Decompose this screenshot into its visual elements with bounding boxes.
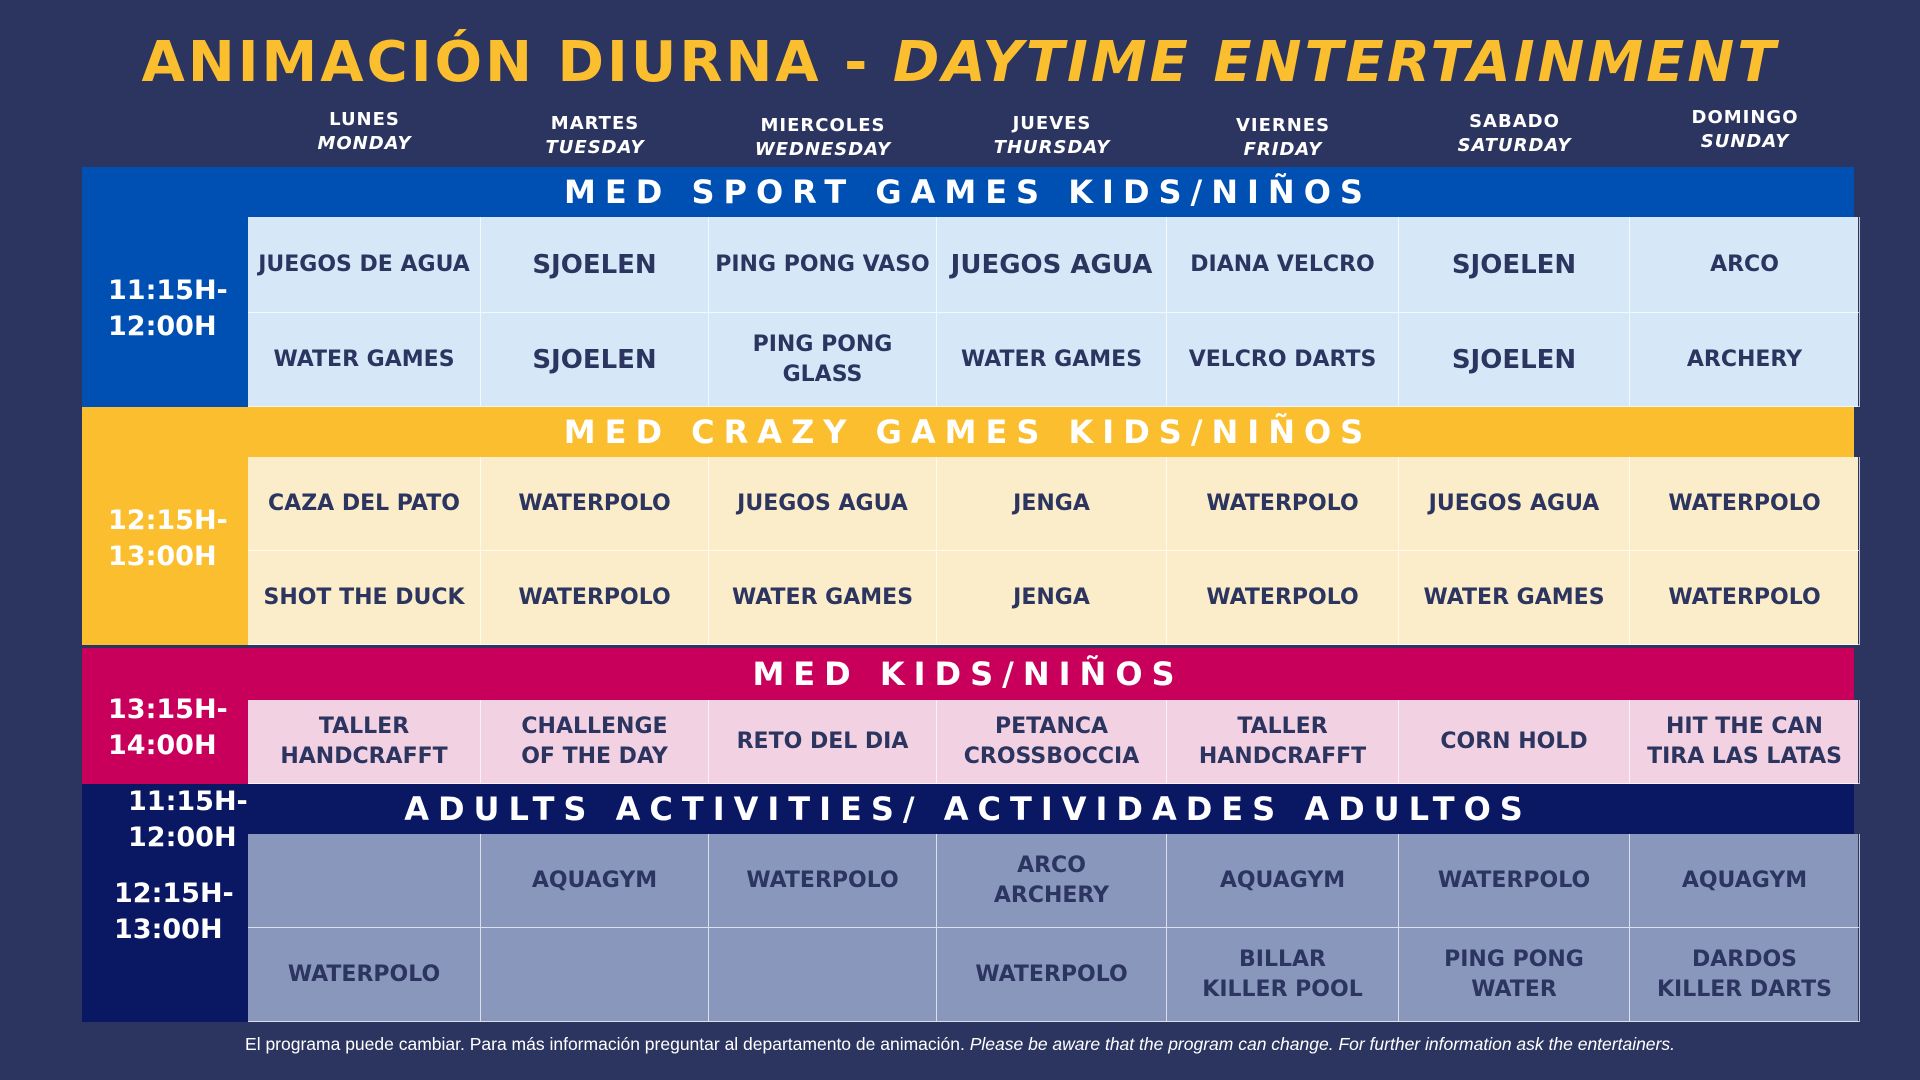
- activity-cell: SJOELEN: [481, 217, 709, 313]
- activity-cell: [248, 834, 481, 928]
- activity-cell: CHALLENGE OF THE DAY: [481, 700, 709, 784]
- activity-cell: ARCO ARCHERY: [937, 834, 1167, 928]
- day-header-monday: [248, 108, 481, 160]
- activity-cell: WATERPOLO: [1630, 551, 1860, 645]
- footer-spanish: El programa puede cambiar. Para más información preguntar al departamento de animación.: [245, 1034, 965, 1054]
- title-english: DAYTIME ENTERTAINMENT: [892, 30, 1779, 95]
- activity-cell: PETANCA CROSSBOCCIA: [937, 700, 1167, 784]
- activity-cell: AQUAGYM: [1167, 834, 1399, 928]
- section-cells-crazy: [248, 457, 1858, 645]
- time-label: 12:00H: [108, 311, 217, 342]
- activity-cell: JUEGOS AGUA: [937, 217, 1167, 313]
- activity-cell: WATERPOLO: [1630, 457, 1860, 551]
- footer-note: [0, 1034, 1920, 1055]
- activity-cell: JUEGOS AGUA: [709, 457, 937, 551]
- time-label: 12:15H-: [114, 878, 234, 909]
- activity-cell: WATERPOLO: [1399, 834, 1630, 928]
- activity-cell: BILLAR KILLER POOL: [1167, 928, 1399, 1022]
- activity-cell: JENGA: [937, 551, 1167, 645]
- activity-cell: WATER GAMES: [709, 551, 937, 645]
- activity-cell: SJOELEN: [1399, 217, 1630, 313]
- day-name-spanish: MIERCOLES: [760, 115, 886, 136]
- activity-cell: PING PONG VASO: [709, 217, 937, 313]
- activity-cell: VELCRO DARTS: [1167, 313, 1399, 407]
- title-spanish: ANIMACIÓN DIURNA -: [141, 30, 871, 95]
- section-title-crazy: MED CRAZY GAMES KIDS/NIÑOS: [82, 407, 1854, 457]
- activity-cell: WATERPOLO: [1167, 457, 1399, 551]
- day-name-english: MONDAY: [317, 133, 412, 154]
- section-cells-kids: [248, 700, 1858, 784]
- day-name-english: FRIDAY: [1243, 139, 1323, 160]
- activity-cell: WATERPOLO: [481, 551, 709, 645]
- activity-cell: WATER GAMES: [1399, 551, 1630, 645]
- activity-cell: AQUAGYM: [481, 834, 709, 928]
- time-label: 13:00H: [108, 541, 217, 572]
- activity-cell: JUEGOS AGUA: [1399, 457, 1630, 551]
- section-title-sport: MED SPORT GAMES KIDS/NIÑOS: [82, 167, 1854, 217]
- activity-cell: SHOT THE DUCK: [248, 551, 481, 645]
- section-cells-adults: [248, 834, 1858, 1022]
- activity-cell: RETO DEL DIA: [709, 700, 937, 784]
- activity-cell: JUEGOS DE AGUA: [248, 217, 481, 313]
- activity-cell: HIT THE CAN TIRA LAS LATAS: [1630, 700, 1860, 784]
- day-header-friday: [1167, 114, 1399, 166]
- activity-cell: AQUAGYM: [1630, 834, 1860, 928]
- time-label: 13:15H-: [108, 694, 228, 725]
- activity-cell: WATER GAMES: [937, 313, 1167, 407]
- activity-cell: DIANA VELCRO: [1167, 217, 1399, 313]
- activity-cell: WATERPOLO: [937, 928, 1167, 1022]
- day-name-spanish: MARTES: [550, 113, 640, 134]
- time-label: 11:15H-: [128, 786, 248, 817]
- footer-english: Please be aware that the program can change. For further information ask the entertainers.: [969, 1034, 1675, 1054]
- time-label: 11:15H-: [108, 275, 228, 306]
- activity-cell: WATERPOLO: [1167, 551, 1399, 645]
- activity-cell: ARCO: [1630, 217, 1860, 313]
- activity-cell: [481, 928, 709, 1022]
- activity-cell: [709, 928, 937, 1022]
- activity-cell: TALLER HANDCRAFFT: [1167, 700, 1399, 784]
- activity-cell: SJOELEN: [1399, 313, 1630, 407]
- section-title-adults: ADULTS ACTIVITIES/ ACTIVIDADES ADULTOS: [82, 784, 1854, 834]
- activity-cell: JENGA: [937, 457, 1167, 551]
- day-name-spanish: DOMINGO: [1691, 107, 1799, 128]
- activity-cell: PING PONG GLASS: [709, 313, 937, 407]
- activity-cell: WATERPOLO: [481, 457, 709, 551]
- day-name-english: SUNDAY: [1700, 131, 1790, 152]
- activity-cell: CAZA DEL PATO: [248, 457, 481, 551]
- activity-cell: TALLER HANDCRAFFT: [248, 700, 481, 784]
- activity-cell: ARCHERY: [1630, 313, 1860, 407]
- day-header-row: [248, 108, 1854, 160]
- activity-cell: DARDOS KILLER DARTS: [1630, 928, 1860, 1022]
- activity-cell: WATERPOLO: [709, 834, 937, 928]
- time-label: 13:00H: [114, 914, 223, 945]
- day-header-saturday: [1399, 110, 1630, 162]
- time-label: 12:00H: [128, 822, 237, 853]
- day-name-english: SATURDAY: [1457, 135, 1572, 156]
- activity-cell: SJOELEN: [481, 313, 709, 407]
- day-name-english: WEDNESDAY: [754, 139, 892, 160]
- section-cells-sport: [248, 217, 1858, 407]
- activity-cell: WATERPOLO: [248, 928, 481, 1022]
- day-header-wednesday: [709, 114, 937, 166]
- activity-cell: PING PONG WATER: [1399, 928, 1630, 1022]
- activity-cell: WATER GAMES: [248, 313, 481, 407]
- page-title: [0, 30, 1920, 95]
- day-header-tuesday: [481, 112, 709, 164]
- section-title-kids: MED KIDS/NIÑOS: [82, 648, 1854, 700]
- day-name-spanish: LUNES: [329, 109, 400, 130]
- day-name-english: THURSDAY: [993, 137, 1111, 158]
- day-name-spanish: JUEVES: [1012, 113, 1092, 134]
- time-label: 12:15H-: [108, 505, 228, 536]
- day-name-english: TUESDAY: [545, 137, 645, 158]
- day-name-spanish: SABADO: [1469, 111, 1560, 132]
- activity-cell: CORN HOLD: [1399, 700, 1630, 784]
- day-header-sunday: [1630, 106, 1860, 158]
- time-label: 14:00H: [108, 730, 217, 761]
- day-header-thursday: [937, 112, 1167, 164]
- day-name-spanish: VIERNES: [1235, 115, 1331, 136]
